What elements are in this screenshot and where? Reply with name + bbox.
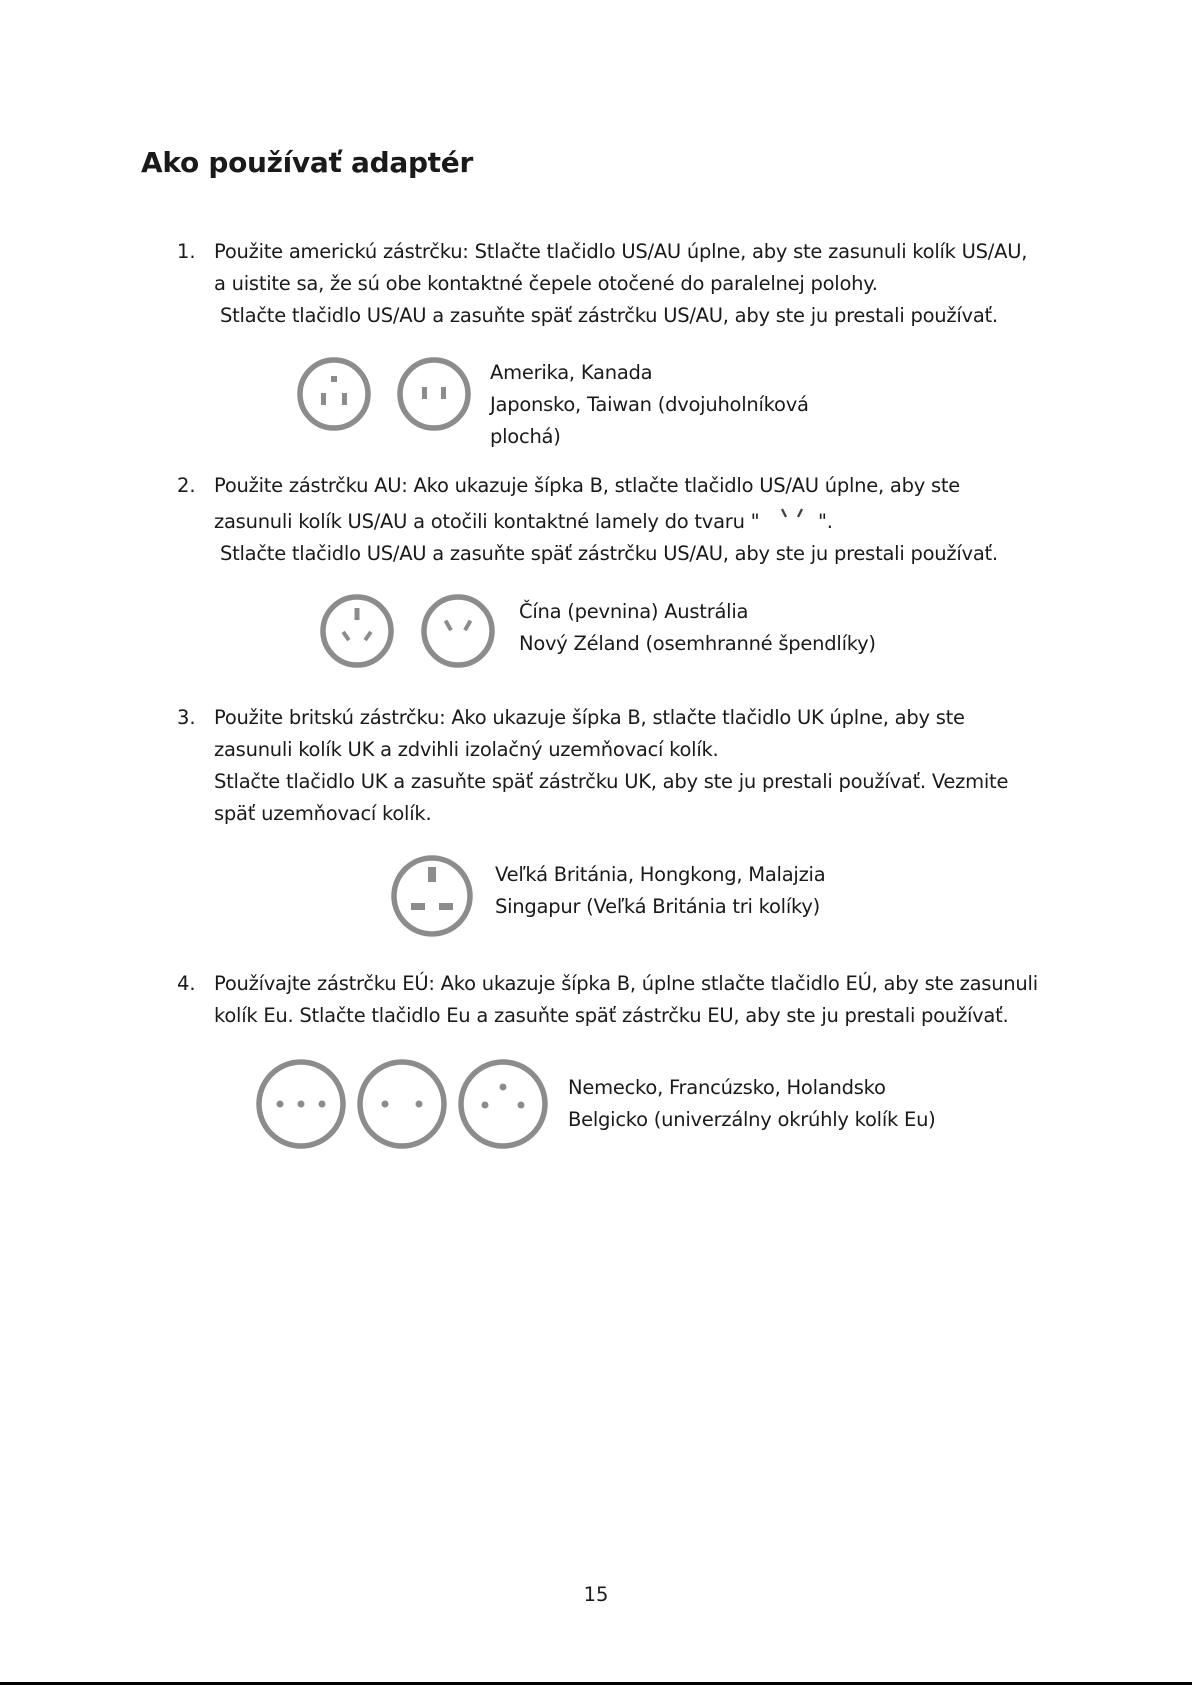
step-text-line: Použite britskú zástrčku: Ako ukazuje šípka B, stlačte tlačidlo UK úplne, aby ste [214, 706, 965, 729]
country-caption: Belgicko (univerzálny okrúhly kolík Eu) [568, 1108, 936, 1131]
country-caption: Veľká Británia, Hongkong, Malajzia [495, 863, 826, 886]
country-caption: Singapur (Veľká Británia tri kolíky) [495, 895, 820, 918]
step-text-line: ". [818, 510, 833, 533]
us-flat-socket-icon [395, 355, 473, 433]
au-grounded-socket-icon [318, 592, 396, 670]
step-text-line: zasunuli kolík UK a zdvihli izolačný uzemňovací kolík. [214, 738, 719, 761]
country-caption: Japonsko, Taiwan (dvojuholníková [490, 393, 809, 416]
step-text-line: kolík Eu. Stlačte tlačidlo Eu a zasuňte späť zástrčku EU, aby ste ju prestali používať. [214, 1004, 1009, 1027]
step-text-line: späť uzemňovací kolík. [214, 802, 432, 825]
eu-triangle-socket-icon [456, 1057, 550, 1151]
country-caption: plochá) [490, 425, 561, 448]
country-caption: Čína (pevnina) Austrália [519, 600, 749, 623]
step-text-line: Používajte zástrčku EÚ: Ako ukazuje šípka B, úplne stlačte tlačidlo EÚ, aby ste zasunuli [214, 972, 1038, 995]
step-number: 3. [177, 706, 196, 729]
page-number: 15 [583, 1583, 609, 1606]
step-text-line: Stlačte tlačidlo US/AU a zasuňte späť zástrčku US/AU, aby ste ju prestali používať. [214, 304, 998, 327]
page-title: Ako používať adaptér [141, 146, 473, 179]
step-text-line: Použite americkú zástrčku: Stlačte tlačidlo US/AU úplne, aby ste zasunuli kolík US/AU, [214, 240, 1028, 263]
au-angled-socket-icon [419, 592, 497, 670]
step-text-line: a uistite sa, že sú obe kontaktné čepele otočené do paralelnej polohy. [214, 272, 878, 295]
step-text-line: zasunuli kolík US/AU a otočili kontaktné lamely do tvaru " [214, 510, 760, 533]
eu-three-hole-socket-icon [254, 1057, 348, 1151]
country-caption: Nemecko, Francúzsko, Holandsko [568, 1076, 886, 1099]
step-number: 4. [177, 972, 196, 995]
step-text-line: Stlačte tlačidlo UK a zasuňte späť zástrčku UK, aby ste ju prestali používať. Vezmite [214, 770, 1009, 793]
step-number: 2. [177, 474, 196, 497]
step-number: 1. [177, 240, 196, 263]
country-caption: Nový Zéland (osemhranné špendlíky) [519, 632, 876, 655]
step-text-line: Použite zástrčku AU: Ako ukazuje šípka B, stlačte tlačidlo US/AU úplne, aby ste [214, 474, 961, 497]
us-grounded-socket-icon [295, 355, 373, 433]
step-text-line: Stlačte tlačidlo US/AU a zasuňte späť zástrčku US/AU, aby ste ju prestali používať. [214, 542, 998, 565]
uk-three-pin-socket-icon [389, 853, 475, 939]
country-caption: Amerika, Kanada [490, 361, 653, 384]
angled-pins-shape-icon [776, 506, 812, 528]
eu-two-hole-socket-icon [355, 1057, 449, 1151]
